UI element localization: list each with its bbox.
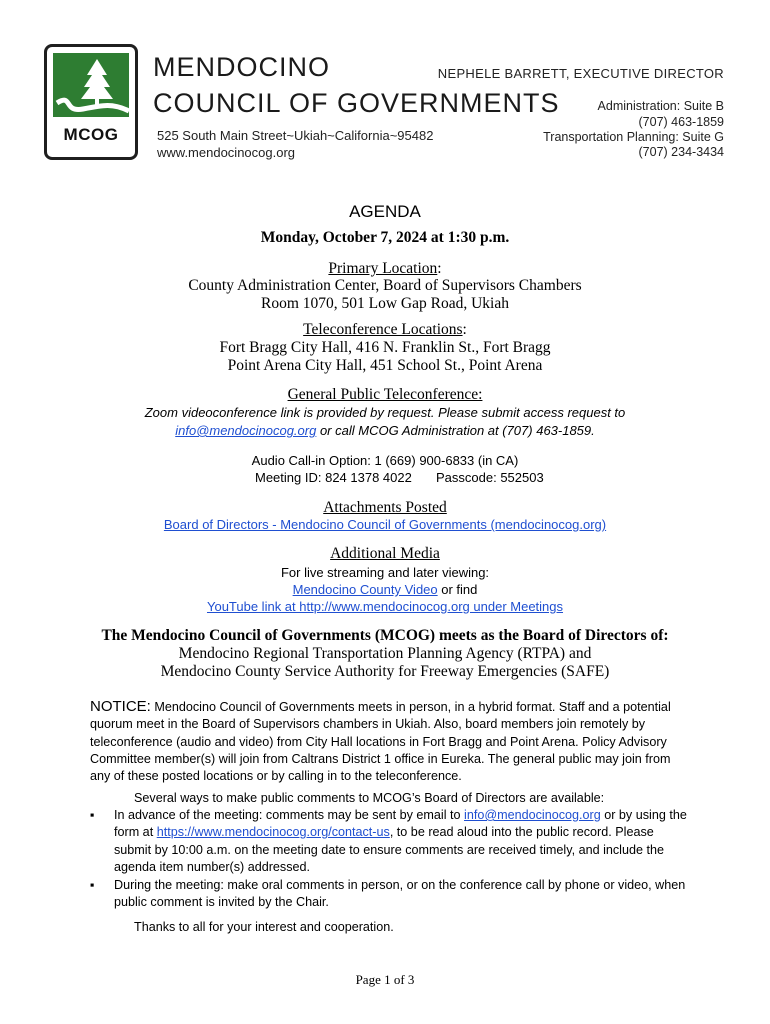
org-name-line1: MENDOCINO <box>153 52 330 82</box>
primary-location-line1: County Administration Center, Board of Supervisors Chambers <box>188 277 582 294</box>
media-line1: For live streaming and later viewing: <box>280 565 490 580</box>
notice-label: NOTICE: <box>90 698 151 715</box>
notice-paragraph: NOTICE: Mendocino Council of Governments meets in person, in a hybrid format. Staff and a potential quorum meet in the Board of Supervisors chambers in Ukiah. Also, board members join remotely by teleconference (audio and video) from City Hall locations in Fort Bragg and Point Arena. Policy Advisory Committee member(s) will join from Caltrans District 1 office in Eureka. The general public may join from any of these posted locations or by calling in to the teleconference. <box>90 698 671 784</box>
admin-label: Administration: Suite B <box>597 99 724 113</box>
transport-label: Transportation Planning: Suite G <box>543 130 724 144</box>
teleconference-heading: Teleconference Locations: <box>303 321 467 338</box>
contact-form-link[interactable]: https://www.mendocinocog.org/contact-us <box>156 825 390 840</box>
additional-media-heading: Additional Media <box>330 545 440 562</box>
list-item: ▪ In advance of the meeting: comments may be sent by email to info@mendocinocog.org or by using the form at https://www.mendocinocog.org/contact-us, to be read aloud into the public record. Please submit by 10:00 a.m. on the meeting date to ensure comments are received timely, and include the agenda item number(s) addressed. <box>90 808 687 874</box>
comment-email-link[interactable]: info@mendocinocog.org <box>464 808 601 822</box>
primary-location-line2: Room 1070, 501 Low Gap Road, Ukiah <box>261 295 509 312</box>
executive-director: NEPHELE BARRETT, EXECUTIVE DIRECTOR <box>437 66 724 81</box>
org-name-line2: COUNCIL OF GOVERNMENTS <box>153 88 560 118</box>
transport-phone: (707) 234-3434 <box>638 145 724 159</box>
org-website: www.mendocinocog.org <box>157 145 296 160</box>
passcode: Passcode: 552503 <box>436 470 544 485</box>
county-video-link[interactable]: Mendocino County Video <box>292 582 438 597</box>
board-line2: Mendocino County Service Authority for Freeway Emergencies (SAFE) <box>160 663 610 680</box>
bullet-icon: ▪ <box>90 878 95 892</box>
comment-ways-intro: Several ways to make public comments to MCOG’s Board of Directors are available: <box>134 791 605 805</box>
zoom-request-line2: info@mendocinocog.org or call MCOG Administration at (707) 463-1859. <box>175 423 595 438</box>
youtube-link[interactable]: YouTube link at http://www.mendocinocog.org under Meetings <box>206 599 564 614</box>
meeting-datetime: Monday, October 7, 2024 at 1:30 p.m. <box>260 229 510 246</box>
board-directors-link[interactable]: Board of Directors - Mendocino Council of Governments (mendocinocog.org) <box>163 517 607 532</box>
bullet-icon: ▪ <box>90 808 95 822</box>
board-heading: The Mendocino Council of Governments (MCOG) meets as the Board of Directors of: <box>101 627 669 644</box>
agenda-title: AGENDA <box>349 202 421 221</box>
teleconference-line1: Fort Bragg City Hall, 416 N. Franklin St., Fort Bragg <box>219 339 551 356</box>
media-line3 <box>0 599 770 614</box>
public-teleconference-heading: General Public Teleconference: <box>287 386 483 403</box>
thanks-line: Thanks to all for your interest and cooperation. <box>134 920 394 934</box>
attachments-link-row <box>0 517 770 532</box>
info-email-link[interactable]: info@mendocinocog.org <box>175 423 317 438</box>
logo-tree-road-emblem <box>53 53 129 117</box>
attachments-heading: Attachments Posted <box>323 499 447 516</box>
mcog-logo <box>44 44 138 160</box>
audio-call-in: Audio Call-in Option: 1 (669) 900-6833 (in CA) <box>251 453 519 468</box>
logo-text: MCOG <box>63 125 119 144</box>
board-line1: Mendocino Regional Transportation Planning Agency (RTPA) and <box>178 645 592 662</box>
admin-phone: (707) 463-1859 <box>638 115 724 129</box>
media-line2: Mendocino County Video or find <box>292 582 478 597</box>
org-address: 525 South Main Street~Ukiah~California~95482 <box>157 128 434 143</box>
teleconference-line2: Point Arena City Hall, 451 School St., Point Arena <box>227 357 543 374</box>
page-number: Page 1 of 3 <box>355 972 415 987</box>
primary-location-heading: Primary Location: <box>328 260 442 277</box>
meeting-id: Meeting ID: 824 1378 4022 <box>255 470 412 485</box>
zoom-request-line1: Zoom videoconference link is provided by request. Please submit access request to <box>144 405 626 420</box>
tree-icon <box>53 53 129 117</box>
list-item: ▪ During the meeting: make oral comments in person, or on the conference call by phone or video, when public comment is invited by the Chair. <box>90 878 686 910</box>
